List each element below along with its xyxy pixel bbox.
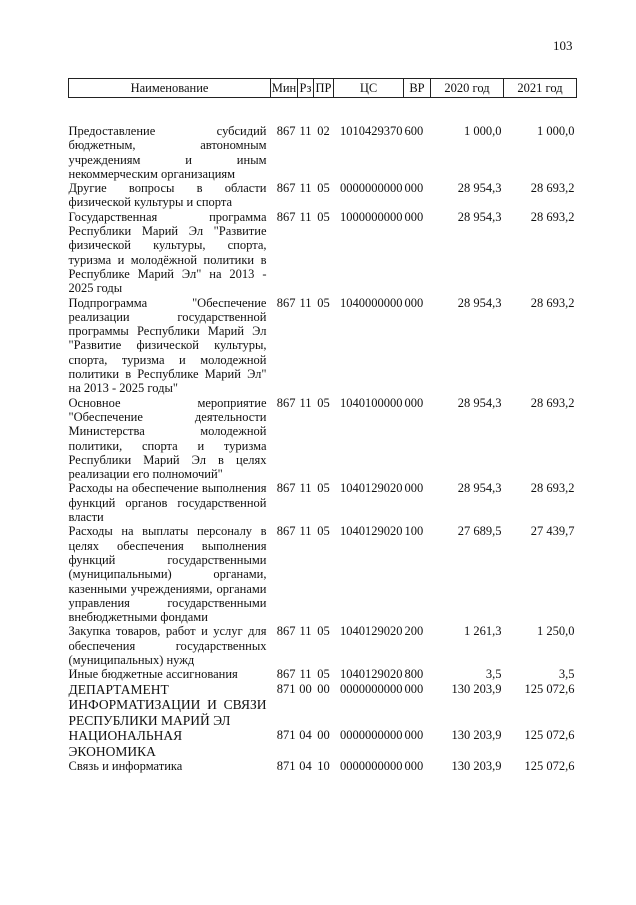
row-cs: 0000000000 xyxy=(340,681,403,696)
row-vr: 100 xyxy=(404,524,424,539)
row-cs: 0000000000 xyxy=(340,181,403,196)
row-pr: 05 xyxy=(317,181,330,196)
row-name: Расходы на обеспечение выполнения функций органов государственной власти xyxy=(68,481,267,525)
row-pr: 05 xyxy=(317,524,330,539)
table-row xyxy=(69,667,577,681)
row-min: 867 xyxy=(276,481,296,496)
row-cs: 0000000000 xyxy=(340,728,403,743)
row-vr: 000 xyxy=(404,395,424,410)
row-min: 867 xyxy=(276,181,296,196)
row-rz: 11 xyxy=(299,209,312,224)
row-min: 867 xyxy=(276,667,296,682)
row-name: Подпрограмма "Обеспечение реализации государственной программы Республики Марий Эл "Развитие физической культуры, спорта, туризма и молодежной политики в Республике Марий Эл" на 2013 - 2025 годы" xyxy=(68,295,267,396)
row-cs: 0000000000 xyxy=(340,759,403,774)
row-value-2020: 130 203,9 xyxy=(451,759,502,774)
row-name: Другие вопросы в области физической культуры и спорта xyxy=(68,181,267,210)
row-cs: 1040129020 xyxy=(340,667,403,682)
row-value-2020: 3,5 xyxy=(485,667,502,682)
table-header-row xyxy=(69,79,577,98)
row-vr: 600 xyxy=(404,124,424,138)
row-value-2020: 130 203,9 xyxy=(451,681,502,696)
row-value-2021: 125 072,6 xyxy=(524,728,575,743)
table-row xyxy=(69,181,577,210)
row-min: 867 xyxy=(276,395,296,410)
row-cs: 1040000000 xyxy=(340,295,403,310)
row-pr: 05 xyxy=(317,295,330,310)
row-cs: 1000000000 xyxy=(340,209,403,224)
page-number: 103 xyxy=(553,38,573,53)
row-vr: 200 xyxy=(404,624,424,639)
table-row xyxy=(69,98,577,182)
row-vr: 000 xyxy=(404,209,424,224)
row-rz: 11 xyxy=(299,667,312,682)
row-pr: 00 xyxy=(317,728,330,743)
header-2021: 2021 год xyxy=(504,79,577,98)
table-row xyxy=(69,759,577,773)
row-vr: 800 xyxy=(404,667,424,682)
row-value-2020: 1 000,0 xyxy=(464,124,502,138)
header-vr: ВР xyxy=(404,79,431,98)
header-name: Наименование xyxy=(69,79,271,98)
row-value-2021: 1 250,0 xyxy=(537,624,575,639)
row-cs: 1040129020 xyxy=(340,624,403,639)
row-name: Закупка товаров, работ и услуг для обеспечения государственных (муниципальных) нужд xyxy=(68,624,267,667)
row-pr: 05 xyxy=(317,481,330,496)
row-name: ДЕПАРТАМЕНТ ИНФОРМАТИЗАЦИИ И СВЯЗИ РЕСПУБЛИКИ МАРИЙ ЭЛ xyxy=(68,681,267,728)
table-row xyxy=(69,624,577,667)
table-row xyxy=(69,396,577,482)
row-min: 867 xyxy=(276,124,296,138)
row-value-2020: 1 261,3 xyxy=(464,624,502,639)
row-rz: 04 xyxy=(299,759,312,774)
header-2020: 2020 год xyxy=(431,79,504,98)
table-row xyxy=(69,524,577,624)
row-value-2020: 27 689,5 xyxy=(457,524,502,539)
row-value-2021: 125 072,6 xyxy=(524,759,575,774)
row-value-2021: 27 439,7 xyxy=(530,524,575,539)
row-min: 867 xyxy=(276,295,296,310)
row-value-2021: 28 693,2 xyxy=(530,209,575,224)
table-row xyxy=(69,296,577,396)
row-vr: 000 xyxy=(404,728,424,743)
row-name: Расходы на выплаты персоналу в целях обеспечения выполнения функций государственными (муниципальными) органами, казенными учреждениями, органами управления государственными внебюджетными фондами xyxy=(68,524,267,625)
row-value-2021: 125 072,6 xyxy=(524,681,575,696)
row-name: Связь и информатика xyxy=(68,759,183,774)
table-row xyxy=(69,481,577,524)
row-pr: 05 xyxy=(317,624,330,639)
row-name: Государственная программа Республики Марий Эл "Развитие физической культуры, спорта, туризма и молодёжной политики в Республике Марий Эл" на 2013 - 2025 годы xyxy=(68,209,267,296)
row-cs: 1040129020 xyxy=(340,481,403,496)
header-min: Мин xyxy=(271,79,298,98)
row-cs: 1010429370 xyxy=(340,124,403,138)
row-vr: 000 xyxy=(404,295,424,310)
row-value-2020: 28 954,3 xyxy=(457,395,502,410)
row-rz: 11 xyxy=(299,124,312,138)
row-rz: 00 xyxy=(299,681,312,696)
row-name: Основное мероприятие "Обеспечение деятельности Министерства молодежной политики, спорта и туризма Республики Марий Эл в целях реализации его полномочий" xyxy=(68,395,267,482)
row-value-2021: 3,5 xyxy=(558,667,575,682)
row-rz: 11 xyxy=(299,295,312,310)
row-value-2021: 28 693,2 xyxy=(530,395,575,410)
row-value-2020: 28 954,3 xyxy=(457,295,502,310)
row-rz: 11 xyxy=(299,181,312,196)
row-pr: 05 xyxy=(317,667,330,682)
row-name: Иные бюджетные ассигнования xyxy=(68,667,238,682)
row-min: 867 xyxy=(276,624,296,639)
row-value-2021: 28 693,2 xyxy=(530,181,575,196)
row-cs: 1040129020 xyxy=(340,524,403,539)
row-min: 867 xyxy=(276,209,296,224)
row-value-2020: 130 203,9 xyxy=(451,728,502,743)
row-vr: 000 xyxy=(404,681,424,696)
row-vr: 000 xyxy=(404,181,424,196)
row-vr: 000 xyxy=(404,759,424,774)
row-min: 871 xyxy=(276,759,296,774)
row-value-2021: 28 693,2 xyxy=(530,481,575,496)
row-value-2020: 28 954,3 xyxy=(457,481,502,496)
header-rz: Рз xyxy=(298,79,314,98)
table-row xyxy=(69,682,577,729)
row-pr: 05 xyxy=(317,209,330,224)
row-cs: 1040100000 xyxy=(340,395,403,410)
table-body xyxy=(69,98,577,774)
header-cs: ЦС xyxy=(334,79,404,98)
row-rz: 04 xyxy=(299,728,312,743)
row-pr: 05 xyxy=(317,395,330,410)
row-name: НАЦИОНАЛЬНАЯ ЭКОНОМИКА xyxy=(68,728,183,759)
row-pr: 10 xyxy=(317,759,330,774)
table-row xyxy=(69,210,577,296)
row-vr: 000 xyxy=(404,481,424,496)
row-value-2020: 28 954,3 xyxy=(457,181,502,196)
row-name: Предоставление субсидий бюджетным, автономным учреждениям и иным некоммерческим организациям xyxy=(68,124,267,181)
row-min: 871 xyxy=(276,681,296,696)
row-value-2021: 28 693,2 xyxy=(530,295,575,310)
row-rz: 11 xyxy=(299,481,312,496)
budget-table xyxy=(68,78,577,773)
row-rz: 11 xyxy=(299,524,312,539)
row-min: 871 xyxy=(276,728,296,743)
table-row xyxy=(69,728,577,759)
row-pr: 00 xyxy=(317,681,330,696)
row-rz: 11 xyxy=(299,624,312,639)
row-value-2020: 28 954,3 xyxy=(457,209,502,224)
row-min: 867 xyxy=(276,524,296,539)
header-pr: ПР xyxy=(314,79,334,98)
row-pr: 02 xyxy=(317,124,330,138)
row-value-2021: 1 000,0 xyxy=(537,124,575,138)
row-rz: 11 xyxy=(299,395,312,410)
